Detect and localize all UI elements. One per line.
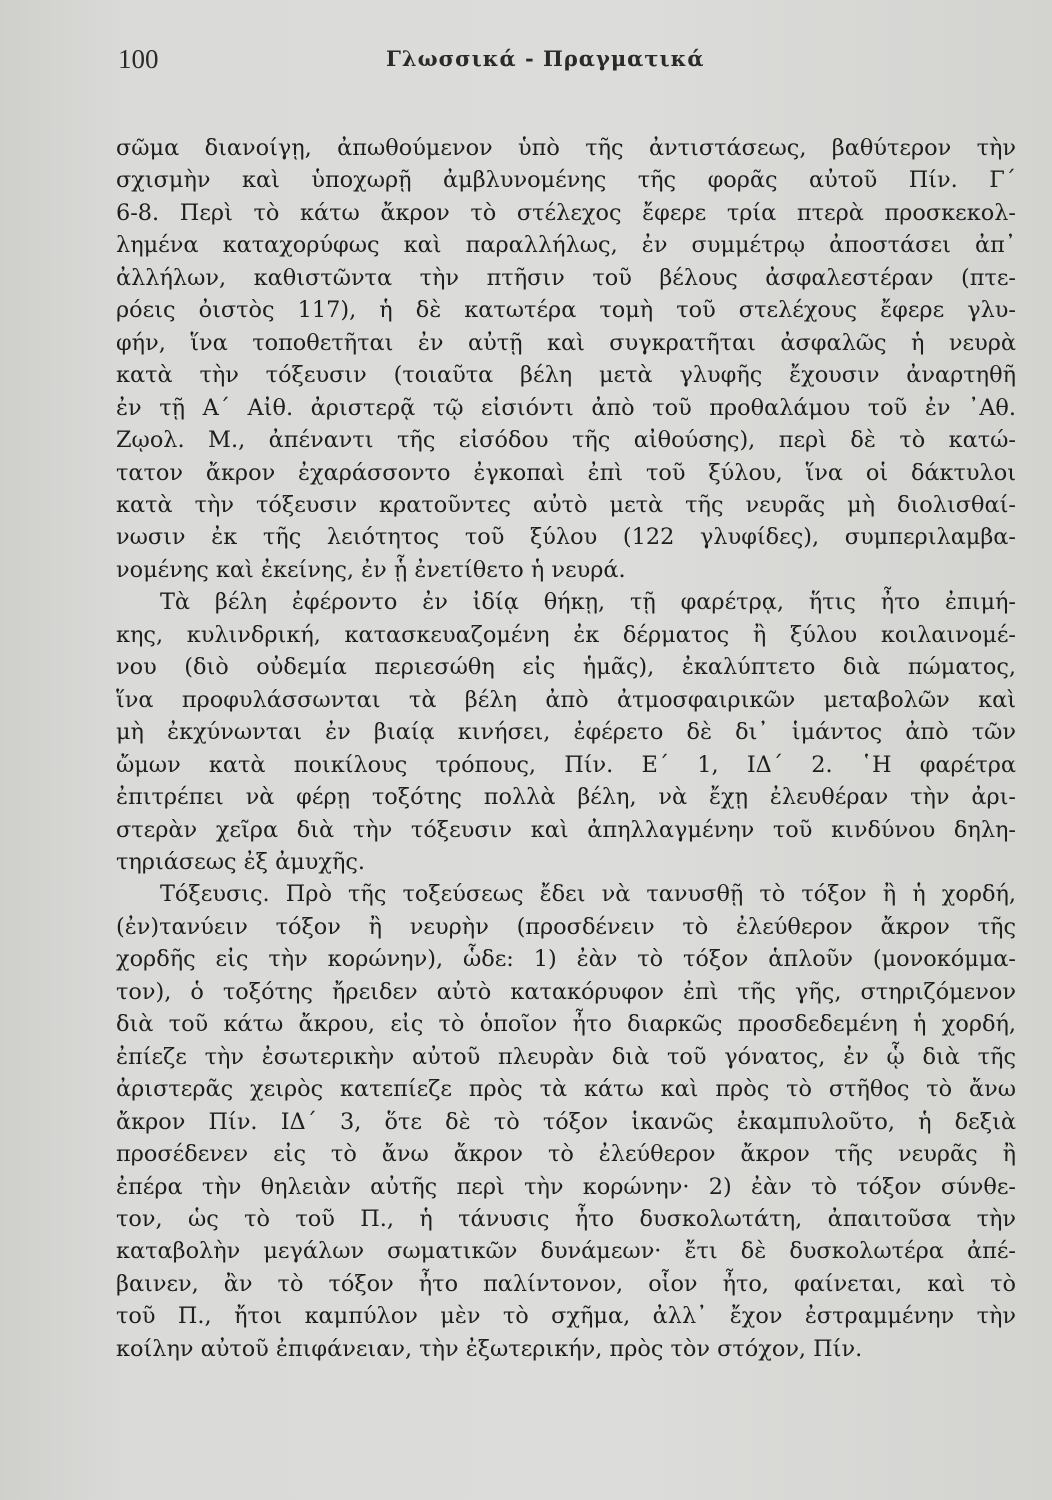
paragraph (116, 132, 1016, 586)
text-line: ρόεις ὀιστὸς 117), ἡ δὲ κατωτέρα τομὴ τοῦ στελέχους ἔφερε γλυ- (116, 297, 1016, 324)
text-line: τον, ὡς τὸ τοῦ Π., ἡ τάνυσις ἦτο δυσκολωτάτη, ἀπαιτοῦσα τὴν (116, 1205, 1016, 1232)
text-line: νομένης καὶ ἐκείνης, ἐν ᾗ ἐνετίθετο ἡ νευρά. (116, 556, 626, 583)
text-line: ἀλλήλων, καθιστῶντα τὴν πτῆσιν τοῦ βέλους ἀσφαλεστέραν (πτε- (116, 264, 1016, 291)
running-head: Γλωσσικά - Πραγματικά (386, 46, 705, 71)
text-line: τηριάσεως ἐξ ἀμυχῆς. (116, 848, 366, 875)
text-line: τον), ὁ τοξότης ἤρειδεν αὐτὸ κατακόρυφον ἐπὶ τῆς γῆς, στηριζόμενον (116, 978, 1016, 1005)
text-line: ἄκρον Πίν. ΙΔ΄ 3, ὅτε δὲ τὸ τόξον ἱκανῶς ἐκαμπυλοῦτο, ἡ δεξιὰ (116, 1108, 1016, 1135)
text-line: νωσιν ἐκ τῆς λειότητος τοῦ ξύλου (122 γλυφίδες), συμπεριλαμβα- (116, 524, 1016, 551)
text-line: ἐν τῇ Α΄ Αἰθ. ἀριστερᾷ τῷ εἰσιόντι ἀπὸ τοῦ προθαλάμου τοῦ ἐν ᾽Αθ. (116, 394, 1016, 421)
text-line: κατὰ τὴν τόξευσιν (τοιαῦτα βέλη μετὰ γλυφῆς ἔχουσιν ἀναρτηθῆ (116, 362, 1016, 389)
text-line: 6-8. Περὶ τὸ κάτω ἄκρον τὸ στέλεχος ἔφερε τρία πτερὰ προσκεκολ- (116, 199, 1016, 226)
text-line: ἵνα προφυλάσσωνται τὰ βέλη ἀπὸ ἀτμοσφαιρικῶν μεταβολῶν καὶ (116, 686, 1016, 713)
text-line: ἐπιτρέπει νὰ φέρῃ τοξότης πολλὰ βέλη, νὰ ἔχῃ ἐλευθέραν τὴν ἀρι- (116, 784, 1016, 811)
text-line: ἐπέρα τὴν θηλειὰν αὐτῆς περὶ τὴν κορώνην· 2) ἐὰν τὸ τόξον σύνθε- (116, 1173, 1016, 1200)
page-header (116, 38, 1016, 74)
text-line: στερὰν χεῖρα διὰ τὴν τόξευσιν καὶ ἀπηλλαγμένην τοῦ κινδύνου δηλη- (116, 816, 1016, 843)
text-line: ἐπίεζε τὴν ἐσωτερικὴν αὐτοῦ πλευρὰν διὰ τοῦ γόνατος, ἐν ᾧ διὰ τῆς (116, 1043, 1016, 1070)
text-line: κης, κυλινδρική, κατασκευαζομένη ἐκ δέρματος ἢ ξύλου κοιλαινομέ- (116, 621, 1016, 648)
text-line: τατον ἄκρον ἐχαράσσοντο ἐγκοπαὶ ἐπὶ τοῦ ξύλου, ἵνα οἱ δάκτυλοι (116, 459, 1016, 486)
text-line: προσέδενεν εἰς τὸ ἄνω ἄκρον τὸ ἐλεύθερον ἄκρον τῆς νευρᾶς ἢ (116, 1141, 1016, 1168)
page-number: 100 (118, 44, 159, 74)
text-line: κοίλην αὐτοῦ ἐπιφάνειαν, τὴν ἐξωτερικήν, πρὸς τὸν στόχον, Πίν. (116, 1335, 863, 1362)
text-line: Τόξευσις. Πρὸ τῆς τοξεύσεως ἔδει νὰ τανυσθῇ τὸ τόξον ἢ ἡ χορδή, (160, 881, 1016, 908)
text-line: (ἐν)τανύειν τόξον ἢ νευρὴν (προσδένειν τὸ ἐλεύθερον ἄκρον τῆς (116, 913, 1016, 940)
text-line: λημένα καταχορύφως καὶ παραλλήλως, ἐν συμμέτρῳ ἀποστάσει ἀπ᾽ (116, 232, 1016, 259)
text-line: τοῦ Π., ἤτοι καμπύλον μὲν τὸ σχῆμα, ἀλλ᾽ ἔχον ἐστραμμένην τὴν (116, 1303, 1016, 1330)
text-line: χορδῆς εἰς τὴν κορώνην), ὧδε: 1) ἐὰν τὸ τόξον ἁπλοῦν (μονοκόμμα- (116, 946, 1016, 973)
paragraph (116, 586, 1016, 878)
text-line: σχισμὴν καὶ ὑποχωρῇ ἀμβλυνομένης τῆς φορᾶς αὐτοῦ Πίν. Γ΄ (116, 167, 1016, 194)
text-line: διὰ τοῦ κάτω ἄκρου, εἰς τὸ ὁποῖον ἦτο διαρκῶς προσδεδεμένη ἡ χορδή, (116, 1011, 1016, 1038)
text-line: κατὰ τὴν τόξευσιν κρατοῦντες αὐτὸ μετὰ τῆς νευρᾶς μὴ διολισθαί- (116, 491, 1016, 518)
text-line: καταβολὴν μεγάλων σωματικῶν δυνάμεων· ἔτι δὲ δυσκολωτέρα ἀπέ- (116, 1238, 1016, 1265)
text-line: νου (διὸ οὐδεμία περιεσώθη εἰς ἡμᾶς), ἐκαλύπτετο διὰ πώματος, (116, 654, 1016, 681)
text-line: φήν, ἵνα τοποθετῆται ἐν αὐτῇ καὶ συγκρατῆται ἀσφαλῶς ἡ νευρὰ (116, 329, 1016, 356)
text-line: ἀριστερᾶς χειρὸς κατεπίεζε πρὸς τὰ κάτω καὶ πρὸς τὸ στῆθος τὸ ἄνω (116, 1076, 1016, 1103)
text-line: βαινεν, ἂν τὸ τόξον ἦτο παλίντονον, οἷον ἦτο, φαίνεται, καὶ τὸ (116, 1270, 1016, 1297)
text-line: ὤμων κατὰ ποικίλους τρόπους, Πίν. Ε΄ 1, ΙΔ΄ 2. ῾Η φαρέτρα (116, 751, 1016, 778)
text-line: σῶμα διανοίγῃ, ἀπωθούμενον ὑπὸ τῆς ἀντιστάσεως, βαθύτερον τὴν (116, 135, 1016, 161)
paragraph (116, 878, 1016, 1365)
text-line: Ζῳολ. Μ., ἀπέναντι τῆς εἰσόδου τῆς αἰθούσης), περὶ δὲ τὸ κατώ- (116, 427, 1016, 454)
text-line: Τὰ βέλη ἐφέροντο ἐν ἰδίᾳ θήκῃ, τῇ φαρέτρᾳ, ἥτις ἦτο ἐπιμή- (160, 589, 1016, 616)
text-line: μὴ ἐκχύνωνται ἐν βιαίᾳ κινήσει, ἐφέρετο δὲ δι᾽ ἱμάντος ἀπὸ τῶν (116, 719, 1016, 746)
body-text (116, 132, 1016, 1365)
